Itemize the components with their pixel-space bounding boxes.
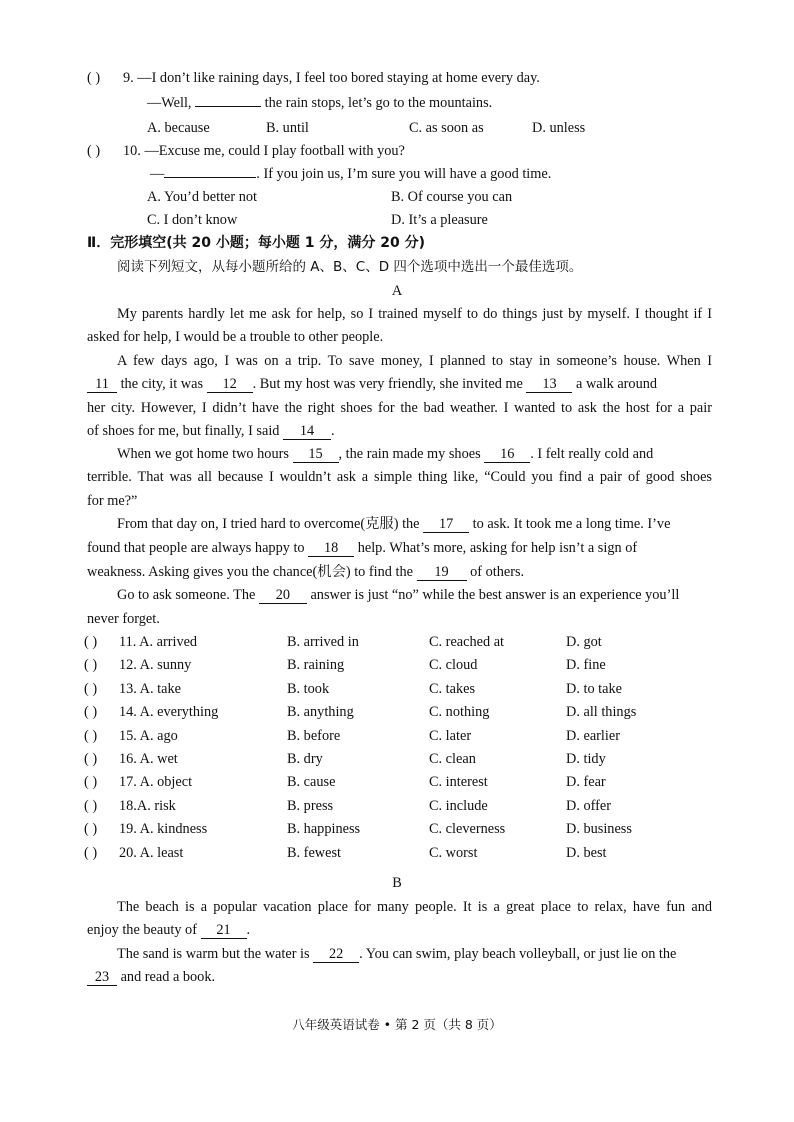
- option-c: C. worst: [429, 845, 478, 861]
- passage-a-p1-line1: My parents hardly let me ask for help, so I trained myself to do things just by myself. I thought if I: [117, 306, 712, 322]
- passage-a-p4-line3: [87, 562, 524, 582]
- passage-text: .: [246, 922, 251, 938]
- passage-a-p3-line3: for me?”: [87, 493, 138, 509]
- blank-14[interactable]: 14: [283, 423, 331, 440]
- passage-b-p2-line2: [87, 967, 215, 987]
- passage-a-p3-line1: [117, 444, 653, 464]
- option-c: C. interest: [429, 774, 488, 790]
- answer-bracket[interactable]: ( ): [87, 143, 101, 159]
- answer-blank[interactable]: [164, 177, 256, 178]
- passage-a-p2-line4: [87, 421, 335, 441]
- passage-text: enjoy the beauty of: [87, 922, 201, 938]
- option-a: 11. A. arrived: [119, 634, 198, 650]
- passage-text: found that people are always happy to: [87, 540, 309, 556]
- answer-bracket[interactable]: ( ): [84, 634, 98, 650]
- passage-a-p2-line3: her city. However, I didn’t have the right shoes for the bad weather. I wanted to ask the host for a pair: [87, 400, 712, 416]
- passage-text: . But my host was very friendly, she invited me: [252, 376, 527, 392]
- section-instruction: 阅读下列短文，从每小题所给的 A、B、C、D 四个选项中选出一个最佳选项。: [117, 259, 583, 275]
- option-c: C. cleverness: [429, 821, 506, 837]
- passage-b-label: B: [392, 875, 402, 891]
- blank-20[interactable]: 20: [259, 587, 307, 604]
- question-9-line2: [147, 93, 492, 113]
- option-d: D. to take: [566, 681, 622, 697]
- option-c: C. clean: [429, 751, 476, 767]
- passage-b-p1-line2: [87, 920, 250, 940]
- passage-text: answer is just “no” while the best answer is an experience you’ll: [306, 587, 680, 603]
- option-a: 14. A. everything: [119, 704, 219, 720]
- answer-bracket[interactable]: ( ): [84, 774, 98, 790]
- option-a: A. You’d better not: [147, 189, 258, 205]
- option-b: B. arrived in: [287, 634, 359, 650]
- blank-23[interactable]: 23: [87, 969, 117, 986]
- option-d: D. all things: [566, 704, 637, 720]
- option-b: B. press: [287, 798, 334, 814]
- passage-text: a walk around: [572, 376, 658, 392]
- blank-18[interactable]: 18: [308, 540, 354, 557]
- blank-21[interactable]: 21: [201, 922, 247, 939]
- option-b: B. anything: [287, 704, 354, 720]
- passage-text: , the rain made my shoes: [338, 446, 485, 462]
- option-d: D. It’s a pleasure: [391, 212, 488, 228]
- question-stem: 9. —I don’t like raining days, I feel too bored staying at home every day.: [123, 70, 540, 86]
- option-c: C. nothing: [429, 704, 490, 720]
- option-d: D. fear: [566, 774, 606, 790]
- option-a: 17. A. object: [119, 774, 193, 790]
- option-b: B. raining: [287, 657, 345, 673]
- answer-bracket[interactable]: ( ): [84, 751, 98, 767]
- option-a: 16. A. wet: [119, 751, 178, 767]
- option-a: 12. A. sunny: [119, 657, 192, 673]
- dialogue-text: —: [150, 166, 165, 182]
- option-b: B. Of course you can: [391, 189, 513, 205]
- blank-13[interactable]: 13: [526, 376, 572, 393]
- option-d: D. earlier: [566, 728, 620, 744]
- option-c: C. later: [429, 728, 472, 744]
- passage-text: When we got home two hours: [117, 446, 293, 462]
- option-b: B. before: [287, 728, 341, 744]
- option-c: C. cloud: [429, 657, 478, 673]
- answer-bracket[interactable]: ( ): [84, 704, 98, 720]
- section-heading: Ⅱ．完形填空(共 20 小题；每小题 1 分，满分 20 分): [87, 235, 425, 251]
- answer-bracket[interactable]: ( ): [84, 728, 98, 744]
- blank-19[interactable]: 19: [417, 564, 467, 581]
- answer-bracket[interactable]: ( ): [87, 70, 101, 86]
- option-b: B. happiness: [287, 821, 361, 837]
- option-d: D. tidy: [566, 751, 606, 767]
- option-d: D. unless: [532, 120, 586, 136]
- passage-text: The sand is warm but the water is: [117, 946, 314, 962]
- option-c: C. reached at: [429, 634, 505, 650]
- option-a: 18.A. risk: [119, 798, 176, 814]
- passage-a-p3-line2: terrible. That was all because I wouldn’t ask a simple thing like, “Could you find a pair of good shoes: [87, 469, 712, 485]
- option-b: B. until: [266, 120, 309, 136]
- passage-a-label: A: [391, 283, 403, 299]
- blank-11[interactable]: 11: [87, 376, 117, 393]
- passage-text: to ask. It took me a long time. I’ve: [469, 516, 671, 532]
- passage-a-p1-line2: asked for help, I would be a trouble to other people.: [87, 329, 384, 345]
- passage-text: help. What’s more, asking for help isn’t a sign of: [354, 540, 638, 556]
- option-d: D. offer: [566, 798, 611, 814]
- option-b: B. dry: [287, 751, 323, 767]
- passage-text: of others.: [466, 564, 525, 580]
- blank-12[interactable]: 12: [207, 376, 253, 393]
- answer-bracket[interactable]: ( ): [84, 845, 98, 861]
- passage-a-p2-line2: [87, 374, 657, 394]
- answer-bracket[interactable]: ( ): [84, 798, 98, 814]
- answer-bracket[interactable]: ( ): [84, 657, 98, 673]
- passage-a-p2-line1: A few days ago, I was on a trip. To save money, I planned to stay in someone’s house. When I: [117, 353, 712, 369]
- passage-text: and read a book.: [117, 969, 216, 985]
- passage-b-p2-line1: [117, 944, 676, 964]
- option-d: D. business: [566, 821, 632, 837]
- answer-bracket[interactable]: ( ): [84, 681, 98, 697]
- option-c: C. include: [429, 798, 488, 814]
- passage-text: the city, it was: [117, 376, 207, 392]
- dialogue-text: —Well,: [147, 95, 196, 111]
- question-10: [87, 141, 405, 161]
- blank-15[interactable]: 15: [293, 446, 339, 463]
- passage-text: weakness. Asking gives you the chance(机会) to find the: [87, 564, 417, 580]
- blank-16[interactable]: 16: [484, 446, 530, 463]
- passage-text: of shoes for me, but finally, I said: [87, 423, 284, 439]
- option-a: 13. A. take: [119, 681, 181, 697]
- passage-text: . I felt really cold and: [530, 446, 654, 462]
- option-b: B. cause: [287, 774, 336, 790]
- option-d: D. best: [566, 845, 607, 861]
- dialogue-text: the rain stops, let’s go to the mountains.: [261, 95, 493, 111]
- blank-22[interactable]: 22: [313, 946, 359, 963]
- page-footer: 八年级英语试卷 • 第 2 页（共 8 页）: [292, 1017, 502, 1032]
- question-10-line2: [150, 164, 551, 184]
- option-a: 15. A. ago: [119, 728, 178, 744]
- passage-a-p4-line1: [117, 514, 670, 534]
- option-a: 20. A. least: [119, 845, 184, 861]
- dialogue-text: . If you join us, I’m sure you will have a good time.: [256, 166, 552, 182]
- option-d: D. fine: [566, 657, 606, 673]
- option-a: A. because: [147, 120, 210, 136]
- option-c: C. takes: [429, 681, 476, 697]
- passage-a-p5-line1: [117, 585, 679, 605]
- passage-a-p5-line2: never forget.: [87, 611, 160, 627]
- option-c: C. as soon as: [409, 120, 484, 136]
- option-d: D. got: [566, 634, 602, 650]
- passage-b-p1-line1: The beach is a popular vacation place for many people. It is a great place to relax, have fun and: [117, 899, 712, 915]
- passage-text: Go to ask someone. The: [117, 587, 259, 603]
- option-b: B. took: [287, 681, 330, 697]
- passage-a-p4-line2: [87, 538, 637, 558]
- passage-text: .: [331, 423, 335, 439]
- question-stem: 10. —Excuse me, could I play football with you?: [123, 143, 405, 159]
- passage-text: . You can swim, play beach volleyball, or just lie on the: [359, 946, 677, 962]
- question-9: [87, 68, 540, 88]
- answer-blank[interactable]: [195, 106, 261, 107]
- passage-text: From that day on, I tried hard to overcome(克服) the: [117, 516, 424, 532]
- answer-bracket[interactable]: ( ): [84, 821, 98, 837]
- option-c: C. I don’t know: [147, 212, 238, 228]
- blank-17[interactable]: 17: [423, 516, 469, 533]
- option-b: B. fewest: [287, 845, 341, 861]
- option-a: 19. A. kindness: [119, 821, 208, 837]
